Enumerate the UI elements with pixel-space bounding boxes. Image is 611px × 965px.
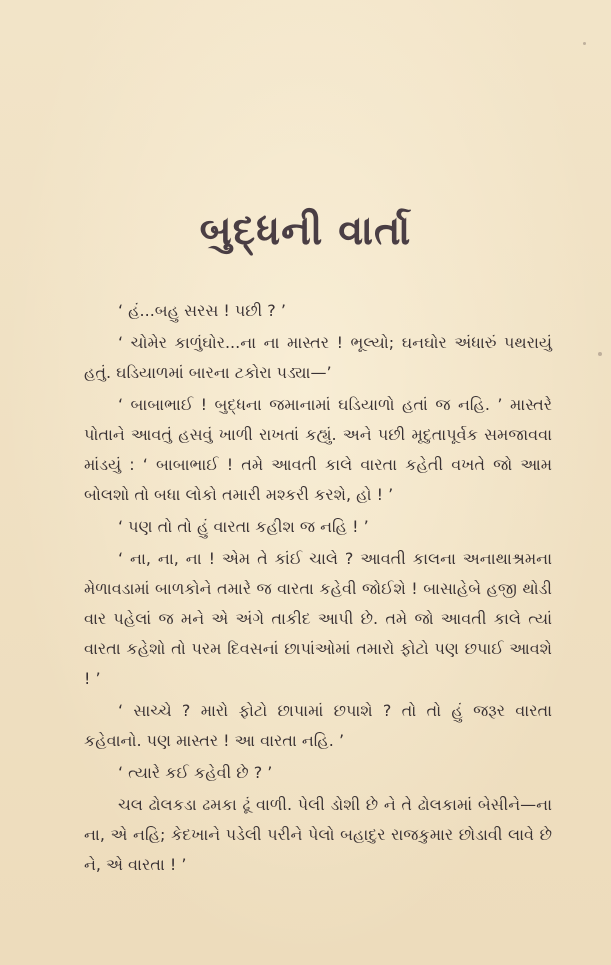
paragraph-7: ‘ ત્યારે કઈ કહેવી છે ? ’ — [118, 763, 273, 782]
paragraph-8: ચલ ઢોલકડા ઢમકા ઢૂં વાળી. પેલી ડોશી છે ને તે ઢોલકામાં બેસીને—ના ના, એ નહિ; કેદખાને પડેલી પરીને પેલો બહાદુર રાજકુમાર છોડાવી લાવે છે ને, એ વારતા ! ’ — [84, 795, 552, 874]
paper-speck — [598, 352, 602, 356]
paper-speck — [583, 42, 586, 45]
paragraph-4: ‘ પણ તો તો હું વારતા કહીશ જ નહિ ! ’ — [118, 517, 369, 536]
paragraph-2: ‘ ચોમેર કાળુંઘોર...ના ના માસ્તર ! ભૂલ્યો; ઘનઘોર અંધારું પથરાયું હતું. ઘડિયાળમાં બારના ટકોરા પડ્યા—’ — [84, 333, 552, 382]
paragraph-3: ‘ બાબાભાઈ ! બુદ્ધના જમાનામાં ઘડિયાળો હતાં જ નહિ. ’ માસ્તરે પોતાને આવતું હસવું ખાળી રાખતાં કહ્યું. અને પછી મૃદુતાપૂર્વક સમજાવવા માંડયું : ‘ બાબાભાઈ ! તમે આવતી કાલે વારતા કહેતી વખતે જો આમ બોલશો તો બધા લોકો તમારી મશ્કરી કરશે, હો ! ’ — [84, 395, 552, 504]
story-body — [84, 296, 552, 880]
paragraph-5: ‘ ના, ના, ના ! એમ તે કાંઈ ચાલે ? આવતી કાલના અનાથાશ્રમના મેળાવડામાં બાળકોને તમારે જ વારતા કહેવી જોઈશે ! બાસાહેબે હજી થોડી વાર પહેલાં જ મને એ અંગે તાકીદ આપી છે. તમે જો આવતી કાલે ત્યાં વારતા કહેશો તો પરમ દિવસનાં છાપાંઓમાં તમારો ફોટો પણ છપાઈ આવશે ! ’ — [84, 549, 552, 688]
chapter-title: બુદ્ધની વાર્તા — [199, 208, 412, 254]
paragraph-1: ‘ હં...બહુ સરસ ! પછી ? ’ — [118, 301, 286, 320]
paragraph-6: ‘ સાચ્ચે ? મારો ફોટો છાપામાં છપાશે ? તો તો હું જરૂર વારતા કહેવાનો. પણ માસ્તર ! આ વારતા નહિ. ’ — [84, 701, 552, 750]
